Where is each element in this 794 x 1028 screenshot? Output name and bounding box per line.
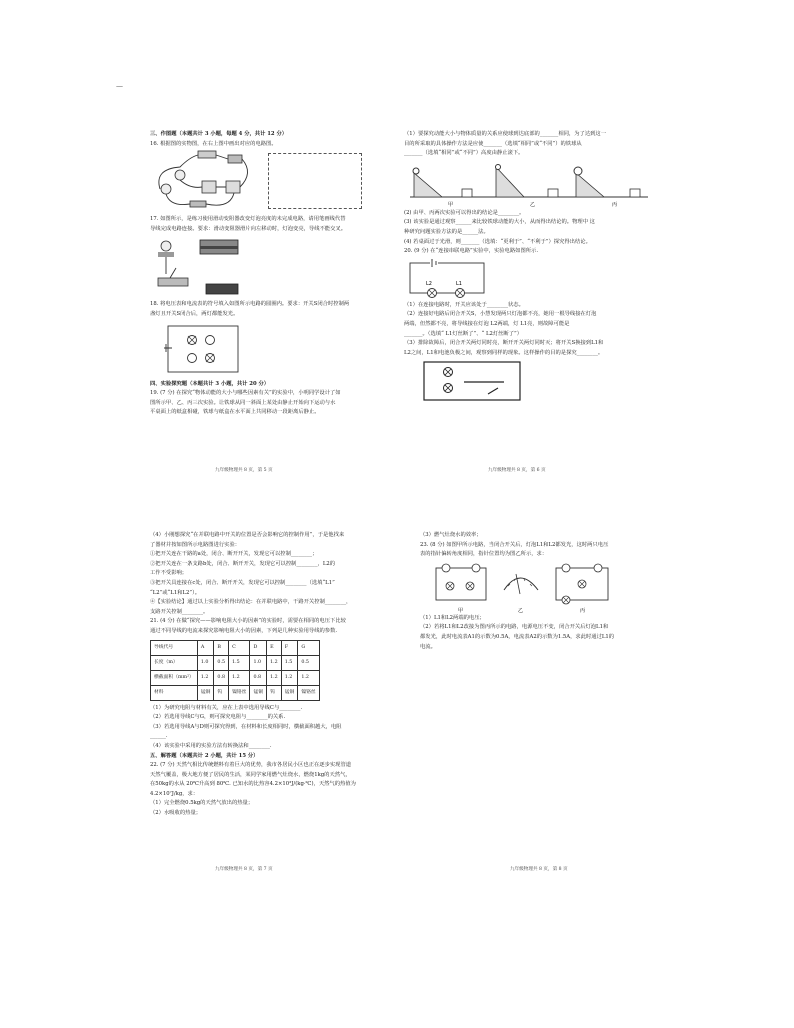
q20-4-step-1: ①把开关连在干路的a处，闭合、断开开关，发现它可以控制________； bbox=[150, 551, 318, 558]
table-cell: 1.0 bbox=[250, 655, 267, 670]
q19-4-text: (4) 若桌面过于光滑，则_______（选填：“更利于”、“不利于”）探究得出结论。 bbox=[404, 238, 591, 245]
page-6 bbox=[404, 130, 666, 404]
table-cell: 1.5 bbox=[281, 655, 298, 670]
q19-text-2: 图所示甲、乙、丙三次实验。让铁球从同一斜面上某处由静止开始向下运动与水 bbox=[150, 399, 336, 406]
q21-text: 21. (4 分) 在做“探究——影响电阻大小的因素”的实验时，需要在相同的电压下比较 bbox=[150, 618, 346, 625]
q20-2-text: （2）连接好电路后闭合开关S，小慧发现两只灯泡都不亮，她用一根导线接在灯泡 bbox=[404, 311, 597, 318]
q21-4-text: （4）该实验中采用的实验方法有转换法和________. bbox=[150, 742, 272, 749]
q22-2-text: （2）水吸收的热量； bbox=[150, 810, 202, 817]
q20-series-circuit bbox=[404, 257, 494, 301]
table-cell: 材料 bbox=[151, 685, 198, 700]
q18-text-2: 盏灯且开关S闭合后，两灯都能发光。 bbox=[150, 310, 239, 317]
q20-parallel-circuit bbox=[404, 358, 534, 404]
table-header-cell: 导线代号 bbox=[151, 640, 198, 655]
q23-2-text-3: 电流。 bbox=[420, 643, 436, 650]
page-8 bbox=[420, 531, 682, 652]
table-cell: 锰铜 bbox=[250, 685, 267, 700]
q22-1-text: （1）完全燃烧0.5kg的天然气放出的热量； bbox=[150, 800, 254, 807]
table-cell: 锰铜 bbox=[281, 685, 298, 700]
q18-text: 18. 将电压表和电流表的符号填入如图所示电路的圆圈内。要求：开关S闭合时控制两 bbox=[150, 301, 350, 308]
table-header-cell: C bbox=[229, 640, 250, 655]
table-header-cell: A bbox=[197, 640, 214, 655]
q18-circuit bbox=[150, 320, 260, 380]
fig-label-jia: 甲 bbox=[458, 607, 464, 614]
q17-text-2: 导线完成电路连接。要求：滑动变阻器滑片向左移动时，灯泡变亮，导线不能交叉。 bbox=[150, 225, 346, 232]
fig-label-bing: 丙 bbox=[612, 201, 618, 208]
table-cell: 1.5 bbox=[229, 655, 250, 670]
q23-2-text: （2）若将L1和L2改接为图丙所示的电路，电源电压不变，闭合开关后灯泡L1和 bbox=[420, 624, 609, 631]
table-cell: 1.2 bbox=[281, 670, 298, 685]
q19-text-3: 平桌面上的纸盒相碰，铁球与纸盒在水平面上共同移动一段距离后静止。 bbox=[150, 409, 320, 416]
q16-text: 16. 根据图的实物图，在右上图中画出对应的电路图。 bbox=[150, 140, 277, 147]
q21-3-text: （3）若选用导线A与D则可探究得到，在材料和长度相同时，横截面积越大，电阻 bbox=[150, 723, 342, 730]
table-header-cell: F bbox=[281, 640, 298, 655]
q20-3-text-2: L2之间，L1和电池负极之间，观察到同样的现象。这样操作的目的是探究________。 bbox=[404, 349, 604, 356]
table-cell: 锰铜 bbox=[197, 685, 214, 700]
q20-4-step-2b: 工作不受影响； bbox=[150, 570, 188, 577]
q21-wire-table bbox=[150, 640, 320, 701]
table-header-cell: E bbox=[267, 640, 282, 655]
q19-3-text-2: 种研究问题实验方法的是______法。 bbox=[404, 228, 489, 235]
corner-mark: — bbox=[116, 82, 123, 90]
table-row bbox=[151, 655, 320, 670]
q19-text: 19. (7 分) 在探究“物体动能的大小与哪些因素有关”的实验中，小明同学设计了如 bbox=[150, 390, 341, 397]
q22-3-text: （3）燃气灶烧水的效率； bbox=[420, 532, 482, 538]
table-cell: 镍铬丝 bbox=[298, 685, 319, 700]
table-cell: 1.2 bbox=[197, 670, 214, 685]
q20-4-text-2: 了器材并按如图所示电路图进行实验： bbox=[150, 541, 241, 548]
q19-2-text: (2) 由甲、丙两次实验可以得出的结论是________。 bbox=[404, 209, 525, 216]
q21-1-text: （1）为研究电阻与材料有关，应在上表中选用导线C与________. bbox=[150, 704, 303, 711]
q23-text: 23. (8 分) 如图甲所示电路，当闭合开关后，灯泡L1和L2都发光，这时两只电压 bbox=[420, 541, 609, 548]
table-header-cell: B bbox=[214, 640, 229, 655]
q19-1-text: （1）要探究动能大小与物体质量的关系应使球到达底部的_______相同，为了达到这一 bbox=[404, 131, 607, 137]
q21-2-text: （2）若选用导线C与G，则可探究电阻与________的关系. bbox=[150, 714, 286, 721]
q23-1-text: （1）L1和L2两端的电压； bbox=[420, 614, 485, 621]
q20-4-step-3: ③把开关具连接在c处，闭合、断开开关，发现它可以控制________（选填“L1” bbox=[150, 579, 335, 586]
section-3-heading: 三、作图题（本题共计 3 小题，每题 4 分，共计 12 分） bbox=[150, 131, 288, 137]
q20-4-step-2: ②把开关连在一条支路b处，闭合、断开开关，发现它可以控制________，L2的 bbox=[150, 560, 336, 567]
section-4-heading: 四、实验探究题（本题共计 3 小题，共计 20 分） bbox=[150, 380, 270, 387]
table-cell: 0.8 bbox=[250, 670, 267, 685]
footer-page-7: 九年级物理共 8 页，第 7 页 bbox=[215, 867, 273, 872]
q20-2-text-3: _______。（选填“ L1灯丝断了”、“ L2灯丝断了”） bbox=[404, 330, 523, 337]
q20-text: 20. (9 分) 在“连接串联电路”实验中，实验电路如图所示. bbox=[404, 248, 539, 255]
table-cell: 长度（m） bbox=[151, 655, 198, 670]
q21-3-text-2: ______. bbox=[150, 733, 168, 740]
q20-1-text: （1）在连接电路时，开关应该处于________状态。 bbox=[404, 301, 524, 308]
table-cell: 0.5 bbox=[214, 655, 229, 670]
table-cell: 0.5 bbox=[298, 655, 319, 670]
q23-2-text-2: 都发光，此时电流表A1的示数为0.5A，电流表A2的示数为1.5A，求此时通过L1的 bbox=[420, 633, 615, 640]
q22-text-2: 天然气覆盖，极大地方便了居民的生活，某同学家用燃气灶烧水，燃烧1kg的天然气， bbox=[150, 771, 351, 778]
table-cell: 1.2 bbox=[267, 655, 282, 670]
q16-answer-box bbox=[268, 153, 362, 209]
q23-text-2: 表的指针偏转角度相同，指针位置均为图乙所示，求： bbox=[420, 551, 548, 558]
fig-label-bing: 丙 bbox=[580, 607, 586, 614]
q20-4-step-3b: “L2”或“L1和L2”）。 bbox=[150, 589, 201, 596]
table-cell: 镍铬丝 bbox=[229, 685, 250, 700]
q17-text: 17. 如图所示，是练习使用滑动变阻器改变灯泡亮度的未完成电路，请用笔画线代替 bbox=[150, 216, 346, 223]
q19-ramp-diagrams bbox=[404, 159, 654, 209]
q17-apparatus bbox=[150, 234, 260, 300]
q22-text-3: 在50kg的水从 20℃升高到 80℃. 已知水的比热容4.2×10³J/(kg·℃)，天然气的热值为 bbox=[150, 781, 356, 788]
table-row bbox=[151, 685, 320, 700]
table-header-cell: D bbox=[250, 640, 267, 655]
page-7 bbox=[150, 531, 412, 819]
footer-page-6: 九年级物理共 8 页，第 6 页 bbox=[488, 468, 546, 473]
q21-text-2: 通过不同导线的电流来探究影响电阻大小的因素，下列是几种实验用导线的参数. bbox=[150, 627, 338, 634]
table-cell: 1.2 bbox=[298, 670, 319, 685]
table-header-cell: G bbox=[298, 640, 319, 655]
q22-text-4: 4.2×10⁷J/kg，求： bbox=[150, 790, 199, 797]
q20-4-text: （4）小刚想探究“在并联电路中开关的位置是否会影响它的控制作用”，于是他找来 bbox=[150, 532, 345, 538]
q20-2-text-2: 两端，但然都不亮，将导线接在灯泡 L2两端，灯 L1亮，则故障可能是 bbox=[404, 320, 570, 327]
fig-label-jia: 甲 bbox=[448, 201, 454, 208]
footer-page-5: 九年级物理共 8 页，第 5 页 bbox=[215, 468, 273, 473]
table-cell: 横截面积（mm²） bbox=[151, 670, 198, 685]
table-cell: 1.2 bbox=[229, 670, 250, 685]
q19-3-text: (3) 该实验是通过观察______来比较铁球动能的大小，从而得出结论的。物理中 这 bbox=[404, 219, 595, 226]
table-cell: 1.2 bbox=[267, 670, 282, 685]
page-5 bbox=[150, 130, 412, 418]
footer-page-8: 九年级物理共 8 页，第 8 页 bbox=[510, 867, 568, 872]
fig-label-yi: 乙 bbox=[518, 607, 524, 614]
q23-circuit-diagrams bbox=[420, 560, 620, 614]
q20-3-text: （3）排除故障后，闭合开关两灯同时亮，断开开关两灯同时灭；将开关S换接到L1和 bbox=[404, 340, 604, 347]
table-cell: 1.0 bbox=[197, 655, 214, 670]
table-row bbox=[151, 640, 320, 655]
q19-1-text-2: 目的所采取的具体操作方法是应使_______（选填“相同”或“不同”）的铁球从 bbox=[404, 140, 582, 147]
label-L1: L1 bbox=[456, 280, 462, 287]
label-L2: L2 bbox=[426, 280, 432, 287]
table-cell: 0.8 bbox=[214, 670, 229, 685]
q20-4-conclusion-2: 支路开关控制________。 bbox=[150, 608, 209, 615]
table-row bbox=[151, 670, 320, 685]
q20-4-conclusion: ④【实验结论】通过以上实验分析得出结论：在并联电路中，干路开关控制________， bbox=[150, 599, 352, 606]
fig-label-yi: 乙 bbox=[530, 201, 536, 208]
table-cell: 钨 bbox=[267, 685, 282, 700]
q16-physical-circuit bbox=[150, 149, 260, 213]
table-cell: 钨 bbox=[214, 685, 229, 700]
section-5-heading: 五、解答题（本题共计 2 小题，共计 15 分） bbox=[150, 752, 259, 759]
q16-diagrams bbox=[150, 149, 412, 215]
q19-1-text-3: _______（选填“相同”或“不同”）高度由静止滚下。 bbox=[404, 150, 524, 157]
q22-text: 22. (7 分) 天然气相比传统燃料有着巨大的优势，我市各居民小区也正在逐步实现管道 bbox=[150, 762, 352, 769]
